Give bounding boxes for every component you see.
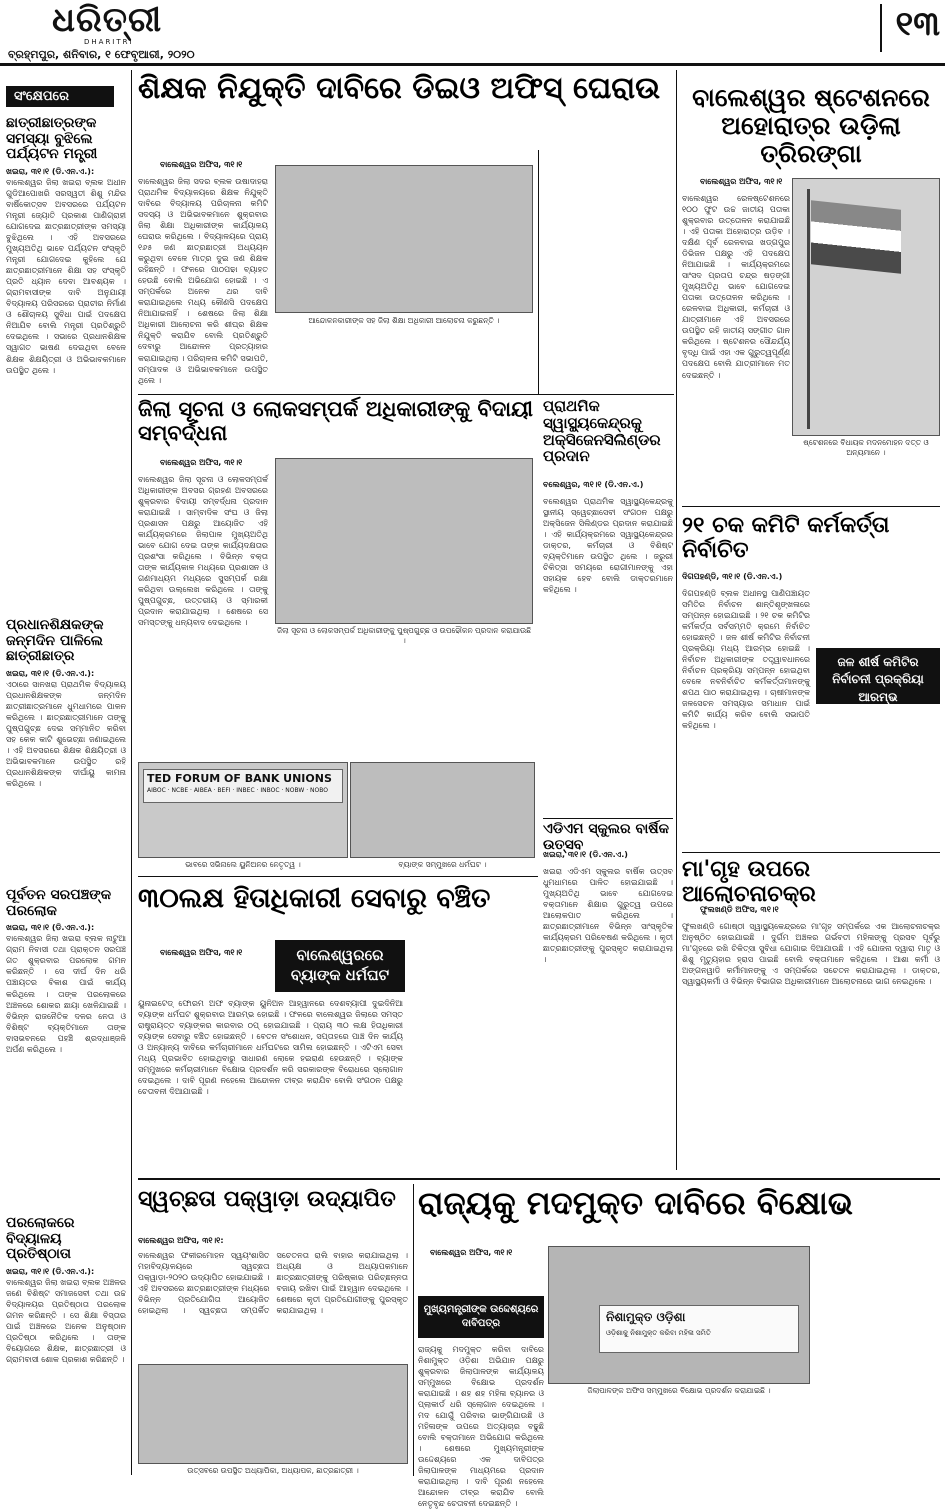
beneficiaries-story-byline: ବାଲେଶ୍ୱର ଅଫିସ, ୩୧।୧ bbox=[160, 948, 243, 957]
sidebar-divider bbox=[131, 70, 132, 1475]
beneficiaries-story-headline: ୩୦ଲକ୍ଷ ହିତାଧିକାରୀ ସେବାରୁ ବଞ୍ଚିତ bbox=[138, 883, 491, 914]
committee-kicker: ଜଳ ଶୀର୍ଷ କମିଟିର ନିର୍ବାଚନୀ ପ୍ରକ୍ରିୟା ଆରମ୍ଭ bbox=[816, 648, 940, 704]
health-story-byline: ବଲେଶ୍ୱର, ୩୧।୧ (ଡି.ଏନ.ଏ.) bbox=[543, 480, 644, 489]
teacher-story-body-right bbox=[543, 160, 673, 388]
sidebar-story bbox=[6, 116, 126, 611]
sidebar-story-headline: ପୂର୍ବତନ ସରପଞ୍ଚଙ୍କ ପରଲୋକ bbox=[6, 887, 112, 919]
swachhata-group-photo bbox=[138, 1364, 408, 1464]
committee-bottom-rule bbox=[682, 852, 940, 853]
right-section-divider bbox=[676, 70, 677, 1170]
farewell-story-body: ବାଲେଶ୍ୱର ଜିଲା ସୂଚନା ଓ ଲୋକସମ୍ପର୍କ ଅଧିକାରୀଙ୍କ ଅବସର ଗ୍ରହଣ ଅବସରରେ ଶୁକ୍ରବାର ବିଦାୟୀ ସମ୍ବର୍ଦ୍ଧନା ପ୍ରଦାନ କରାଯାଇଛି । ସାମ୍ବାଦିକ ସଂଘ ଓ ଜିଲା ପ୍ରଶାସନ ପକ୍ଷରୁ ଆୟୋଜିତ ଏହି କାର୍ଯ୍ୟକ୍ରମରେ ଜିଲାପାଳ ମୁଖ୍ୟଅତିଥି ଭାବେ ଯୋଗ ଦେଇ ତାଙ୍କ କାର୍ଯ୍ୟଦକ୍ଷତାର ପ୍ରଶଂସା କରିଥିଲେ । ବିଭିନ୍ନ ବକ୍ତା ତାଙ୍କ କାର୍ଯ୍ୟକାଳ ମଧ୍ୟରେ ପ୍ରଶାସନ ଓ ଗଣମାଧ୍ୟମ ମଧ୍ୟରେ ସୁସମ୍ପର୍କ ରକ୍ଷା କରିଥିବା ଉଲ୍ଲେଖ କରିଥିଲେ । ତାଙ୍କୁ ପୁଷ୍ପଗୁଚ୍ଛ, ଉତ୍ତରୀୟ ଓ ସ୍ମାରକୀ ପ୍ରଦାନ କରାଯାଇଥିଲା । ଶେଷରେ ସେ ସମସ୍ତଙ୍କୁ ଧନ୍ୟବାଦ ଦେଇଥିଲେ । bbox=[138, 475, 268, 628]
teacher-story-body: ବାଲେଶ୍ୱର ଜିଲା ସଦର ବ୍ଲକ ଉଷାଦାହରା ପ୍ରାଥମିକ ବିଦ୍ୟାଳୟରେ ଶିକ୍ଷକ ନିଯୁକ୍ତି ଦାବିରେ ବିଦ୍ୟାଳୟ ପରିଚାଳନା କମିଟି ସଦସ୍ୟ ଓ ଅଭିଭାବକମାନେ ଶୁକ୍ରବାର ଜିଲା ଶିକ୍ଷା ଅଧିକାରୀଙ୍କ କାର୍ଯ୍ୟାଳୟ ଘେରାଉ କରିଥିଲେ । ବିଦ୍ୟାଳୟରେ ପ୍ରାୟ ୧୬୫ ଜଣ ଛାତ୍ରଛାତ୍ରୀ ଅଧ୍ୟୟନ କରୁଥିବା ବେଳେ ମାତ୍ର ଦୁଇ ଜଣ ଶିକ୍ଷକ ରହିଛନ୍ତି । ଫଳରେ ପାଠପଢା ବ୍ୟାହତ ହେଉଛି ବୋଲି ଅଭିଯୋଗ ହୋଇଛି । ଏ ସମ୍ପର୍କରେ ଅନେକ ଥର ଦାବି କରାଯାଇଥିଲେ ମଧ୍ୟ କୌଣସି ପଦକ୍ଷେପ ନିଆଯାଇନାହିଁ । ଶେଷରେ ଜିଲା ଶିକ୍ଷା ଅଧିକାରୀ ଆଲୋଚନା କରି ଶୀଘ୍ର ଶିକ୍ଷକ ନିଯୁକ୍ତି କରାଯିବ ବୋଲି ପ୍ରତିଶ୍ରୁତି ଦେବାରୁ ଆନ୍ଦୋଳନ ପ୍ରତ୍ୟାହାର କରାଯାଇଥିଲା । ପରିଚାଳନା କମିଟି ସଭାପତି, ସମ୍ପାଦକ ଓ ଅଭିଭାବକମାନେ ଉପସ୍ଥିତ ଥିଲେ । bbox=[138, 177, 268, 385]
lower-section-rule bbox=[138, 1178, 940, 1180]
farewell-story-body-cont bbox=[275, 642, 533, 760]
sidebar-story bbox=[6, 1216, 126, 1476]
teacher-story-byline: ବାଲେଶ୍ୱର ଅଫିସ, ୩୧।୧ bbox=[160, 160, 243, 169]
teacher-protest-photo bbox=[275, 165, 533, 313]
committee-story-body-cont bbox=[816, 710, 940, 846]
sidebar-story-byline: ଖଇରା, ୩୧।୧ (ଡି.ଏନ.ଏ.): bbox=[6, 167, 95, 177]
annual-top-rule bbox=[543, 818, 673, 819]
liquor-story-headline: ରାଜ୍ୟକୁ ମଦମୁକ୍ତ ଦାବିରେ ବିକ୍ଷୋଭ bbox=[418, 1184, 853, 1222]
sidebar-story-byline: ଖଇରା, ୩୧।୧ (ଡି.ଏନ.ଏ.): bbox=[6, 1267, 95, 1277]
maagruha-story-byline: ଫୁଲଖଣ୍ଡି ଅଫିସ, ୩୧।୧ bbox=[700, 905, 779, 914]
farewell-story-headline: ଜିଲା ସୂଚନା ଓ ଲୋକସମ୍ପର୍କ ଅଧିକାରୀଙ୍କୁ ବିଦାୟୀ ସମ୍ବର୍ଦ୍ଧନା bbox=[138, 397, 533, 445]
sidebar-story bbox=[6, 618, 126, 880]
tricolour-bottom-rule bbox=[682, 506, 940, 507]
committee-story-body: ଦିଗପହଣ୍ଡି ବ୍ଲକ ଅଧୀନସ୍ଥ ପାଣିପଞ୍ଚାୟତ ସମିତିର ନିର୍ବାଚନ ଶାନ୍ତିଶୃଙ୍ଖଳାରେ ସମ୍ପନ୍ନ ହୋଇଯାଇଛି । ୨୧ ଚକ କମିଟିର କର୍ମକର୍ତ୍ତା ସର୍ବସମ୍ମତି କ୍ରମେ ନିର୍ବାଚିତ ହୋଇଛନ୍ତି । ଜଳ ଶୀର୍ଷ କମିଟିର ନିର୍ବାଚନୀ ପ୍ରକ୍ରିୟା ମଧ୍ୟ ଆରମ୍ଭ ହୋଇଛି । ନିର୍ବାଚନ ଅଧିକାରୀଙ୍କ ତତ୍ତ୍ୱାବଧାନରେ ନିର୍ବାଚନ ପ୍ରକ୍ରିୟା ସମ୍ପନ୍ନ ହୋଇଥିବା ବେଳେ ନବନିର୍ବାଚିତ କର୍ମକର୍ତ୍ତାମାନଙ୍କୁ ଶପଥ ପାଠ କରାଯାଇଥିଲା । ଚାଷୀମାନଙ୍କ ଜଳସେଚନ ସମସ୍ୟାର ସମାଧାନ ପାଇଁ କମିଟି କାର୍ଯ୍ୟ କରିବ ବୋଲି ସଭାପତି କହିଥିଲେ । bbox=[682, 589, 810, 731]
committee-story-headline: ୨୧ ଚକ କମିଟି କର୍ମକର୍ତ୍ତା ନିର୍ବାଚିତ bbox=[682, 513, 890, 563]
liquor-banner bbox=[599, 1305, 799, 1353]
masthead bbox=[0, 0, 945, 62]
liquor-story-byline: ବାଲେଶ୍ୱର ଅଫିସ, ୩୧।୧ bbox=[430, 1248, 513, 1257]
sidebar-story-headline: ପରଲୋକରେ ବିଦ୍ୟାଳୟ ପ୍ରତିଷ୍ଠାତା bbox=[6, 1215, 75, 1263]
sidebar-story-byline: ଖଇରା, ୩୧।୧ (ଡି.ଏନ.ଏ.): bbox=[6, 923, 95, 933]
liquor-protest-photo bbox=[548, 1246, 810, 1384]
bank-union-banner-photo bbox=[138, 762, 348, 858]
top-column-divider bbox=[538, 150, 539, 395]
teacher-story-headline: ଶିକ୍ଷକ ନିଯୁକ୍ତି ଦାବିରେ ଡିଇଓ ଅଫିସ୍ ଘେରାଉ bbox=[138, 71, 661, 106]
tricolour-flag-photo bbox=[792, 178, 940, 436]
newspaper-logo: ଧରିତ୍ରୀ bbox=[52, 0, 163, 40]
tricolour-story-body-cont bbox=[792, 454, 940, 498]
sidebar-section-title: ସଂକ୍ଷେପରେ bbox=[6, 86, 114, 107]
tricolour-photo-caption: ଷ୍ଟେଶନରେ ବିଧାୟକ ମଦନମୋହନ ଦତ୍ତ ଓ ଅନ୍ୟମାନେ । bbox=[803, 438, 929, 457]
sidebar-story-body: ଏଠାରେ ସାନଖରା ପ୍ରାଥମିକ ବିଦ୍ୟାଳୟ ପ୍ରଧାନଶିକ୍ଷକଙ୍କ ଜନ୍ମଦିନ ଛାତ୍ରୀଛାତ୍ରମାନେ ଧୁମଧାମରେ ପାଳନ କରିଥିଲେ । ଛାତ୍ରଛାତ୍ରୀମାନେ ତାଙ୍କୁ ପୁଷ୍ପଗୁଚ୍ଛ ଦେଇ ସମ୍ମାନିତ କରିବା ସହ କେକ କାଟି ଶୁଭେଚ୍ଛା ଜଣାଇଥିଲେ । ଏହି ଅବସରରେ ଶିକ୍ଷକ ଶିକ୍ଷୟିତ୍ରୀ ଓ ଅଭିଭାବକମାନେ ଉପସ୍ଥିତ ରହି ପ୍ରଧାନଶିକ୍ଷକଙ୍କ ଦୀର୍ଘାୟୁ କାମନା କରିଥିଲେ । bbox=[6, 680, 126, 789]
liquor-photo-caption: ଜିଲାପାଳଙ୍କ ଅଫିସ ସମ୍ମୁଖରେ ବିକ୍ଷୋଭ ପ୍ରଦର୍ଶନ କରାଯାଇଛି । bbox=[587, 1386, 771, 1395]
bank-photo-caption-left: ଭାବରେ ସଭିନାଲେ ୟୁନିଅନର ନେତୃତ୍ୱ । bbox=[185, 860, 301, 869]
maagruha-story-headline: ମା'ଗୃହ ଉପରେ ଆଲୋଚନାଚକ୍ର bbox=[682, 857, 816, 907]
maagruha-story-body: ଫୁଲଖଣ୍ଡି ଗୋଷ୍ଠୀ ସ୍ୱାସ୍ଥ୍ୟକେନ୍ଦ୍ରରେ ମା'ଗୃହ ସମ୍ପର୍କରେ ଏକ ଆଲୋଚନାଚକ୍ର ଅନୁଷ୍ଠିତ ହୋଇଯାଇଛି । ଦୁର୍ଗମ ଅଞ୍ଚଳର ଗର୍ଭବତୀ ମହିଳାଙ୍କୁ ପ୍ରସବ ପୂର୍ବରୁ ମା'ଗୃହରେ ରଖି ଚିକିତ୍ସା ସୁବିଧା ଯୋଗାଇ ଦିଆଯାଉଛି । ଏହି ଯୋଜନା ଦ୍ୱାରା ମାତୃ ଓ ଶିଶୁ ମୃତ୍ୟୁହାର ହ୍ରାସ ପାଇଛି ବୋଲି ବକ୍ତାମାନେ କହିଥିଲେ । ଆଶା କର୍ମୀ ଓ ଅଙ୍ଗନୱାଡି କର୍ମୀମାନଙ୍କୁ ଏ ସମ୍ପର୍କରେ ସଚେତନ କରାଯାଇଥିଲା । ଡାକ୍ତର, ସ୍ୱାସ୍ଥ୍ୟକର୍ମୀ ଓ ବିଭିନ୍ନ ବିଭାଗର ଅଧିକାରୀମାନେ ଆଲୋଚନାରେ ଭାଗ ନେଇଥିଲେ । bbox=[682, 922, 940, 987]
sidebar-story-body: ବାଲେଶ୍ୱର ଜିଲା ଖଇରା ବ୍ଲକ ନାଟୁଆ ଗ୍ରାମ ନିବାସୀ ତଥା ପ୍ରାକ୍ତନ ସରପଞ୍ଚ ଗତ ଶୁକ୍ରବାର ପରଲୋକ ଗମନ କରିଛନ୍ତି । ସେ ଦୀର୍ଘ ଦିନ ଧରି ପଞ୍ଚାୟତର ବିକାଶ ପାଇଁ କାର୍ଯ୍ୟ କରିଥିଲେ । ତାଙ୍କ ପରଲୋକରେ ଅଞ୍ଚଳରେ ଶୋକର ଛାୟା ଖେଳିଯାଇଛି । ବିଭିନ୍ନ ରାଜନୈତିକ ଦଳର ନେତା ଓ ବିଶିଷ୍ଟ ବ୍ୟକ୍ତିମାନେ ତାଙ୍କ ବାସଭବନରେ ପହଞ୍ଚି ଶ୍ରଦ୍ଧାଞ୍ଜଳି ଅର୍ପଣ କରିଥିଲେ । bbox=[6, 934, 126, 1054]
page-number: ୧୩ bbox=[895, 4, 940, 44]
sidebar-story-headline: ପ୍ରଧାନଶିକ୍ଷକଙ୍କ ଜନ୍ମଦିନ ପାଳିଲେ ଛାତ୍ରୀଛାତ୍ର bbox=[6, 617, 104, 665]
committee-story-byline: ଦିଗପହଣ୍ଡି, ୩୧।୧ (ଡି.ଏନ.ଏ.) bbox=[682, 572, 783, 581]
beneficiaries-top-rule bbox=[138, 876, 538, 877]
swachhata-photo-caption: ଉତ୍ସବରେ ଉପସ୍ଥିତ ଅଧ୍ୟାପିକା, ଅଧ୍ୟାପକ, ଛାତ୍ରଛାତ୍ରୀ । bbox=[187, 1466, 359, 1475]
sidebar-story-body: ବାଲେଶ୍ୱର ଜିଲା ଖଇରା ବ୍ଲକ ଅଞ୍ଚଳର ଜଣେ ବିଶିଷ୍ଟ ସମାଜସେବୀ ତଥା ଉଚ୍ଚ ବିଦ୍ୟାଳୟର ପ୍ରତିଷ୍ଠାତା ପରଲୋକ ଗମନ କରିଛନ୍ତି । ସେ ଶିକ୍ଷା ବିସ୍ତାର ପାଇଁ ଅଞ୍ଚଳରେ ଅନେକ ଅନୁଷ୍ଠାନ ପ୍ରତିଷ୍ଠା କରିଥିଲେ । ତାଙ୍କ ବିୟୋଗରେ ଶିକ୍ଷକ, ଛାତ୍ରଛାତ୍ରୀ ଓ ଗ୍ରାମବାସୀ ଶୋକ ପ୍ରକାଶ କରିଛନ୍ତି । bbox=[6, 1278, 126, 1365]
flag-icon bbox=[811, 200, 901, 273]
swachhata-story-headline: ସ୍ୱଚ୍ଛତା ପକ୍ୱାଡ଼ା ଉଦ୍ୟାପିତ bbox=[138, 1187, 396, 1212]
farewell-photo bbox=[275, 458, 533, 624]
dateline: ବ୍ରହ୍ମପୁର, ଶନିବାର, ୧ ଫେବୃଆରୀ, ୨୦୨୦ bbox=[8, 48, 195, 61]
swachhata-story-body: ବାଲେଶ୍ୱର ଫକୀରମୋହନ ସ୍ୱୟଂଶାସିତ ମହାବିଦ୍ୟାଳୟରେ ସ୍ୱଚ୍ଛତା ପକ୍ୱାଡ଼ା-୨୦୨୦ ଉଦ୍ୟାପିତ ହୋଇଯାଇଛି । ଏହି ଅବସରରେ ଛାତ୍ରଛାତ୍ରୀଙ୍କ ମଧ୍ୟରେ ବିଭିନ୍ନ ପ୍ରତିଯୋଗିତା ଆୟୋଜିତ ହୋଇଥିଲା । ସ୍ୱଚ୍ଛତା ସମ୍ପର୍କିତ ସଚେତନତା ରାଲି ବାହାର କରାଯାଇଥିଲା । ଅଧ୍ୟକ୍ଷ ଓ ଅଧ୍ୟାପକମାନେ ଛାତ୍ରଛାତ୍ରୀଙ୍କୁ ପରିଷ୍କାର ପରିଚ୍ଛନ୍ନତା ବଜାୟ ରଖିବା ପାଇଁ ଆହ୍ୱାନ ଦେଇଥିଲେ । ଶେଷରେ କୃତୀ ପ୍ରତିଯୋଗୀଙ୍କୁ ପୁରସ୍କୃତ କରାଯାଇଥିଲା । bbox=[138, 1251, 408, 1316]
sidebar-story-body: ବାଲେଶ୍ୱର ଜିଲା ଖଇରା ବ୍ଲକ ଅଧୀନ ଗୁଡିଆପୋଖରି ସରସ୍ୱତୀ ଶିଶୁ ମନ୍ଦିର ବାର୍ଷିକୋତ୍ସବ ଅବସରରେ ପର୍ଯ୍ୟଟନ ମନ୍ତ୍ରୀ ଜ୍ୟୋତି ପ୍ରକାଶ ପାଣିଗ୍ରାହୀ ଯୋଗଦେଇ ଛାତ୍ରଛାତ୍ରୀଙ୍କ ସମସ୍ୟା ବୁଝିଥିଲେ । ଏହି ଅବସରରେ ମୁଖ୍ୟଅତିଥି ଭାବେ ପର୍ଯ୍ୟଟନ ସଂସ୍କୃତି ମନ୍ତ୍ରୀ ଯୋଗଦେଇ କୁହିଲେ ଯେ ଛାତ୍ରଛାତ୍ରୀମାନେ ଶିକ୍ଷା ସହ ସଂସ୍କୃତି ପ୍ରତି ଧ୍ୟାନ ଦେବା ଆବଶ୍ୟକ । ଗ୍ରାମବାସୀଙ୍କ ଦାବି ଅନୁଯାୟୀ ବିଦ୍ୟାଳୟ ପରିସରରେ ପ୍ରାଚୀର ନିର୍ମାଣ ଓ ଶୌଚାଳୟ ସୁବିଧା ପାଇଁ ପଦକ୍ଷେପ ନିଆଯିବ ବୋଲି ମନ୍ତ୍ରୀ ପ୍ରତିଶ୍ରୁତି ଦେଇଥିଲେ । ସଭାରେ ପ୍ରଧାନଶିକ୍ଷକ ସ୍ୱାଗତ ଭାଷଣ ଦେଇଥିବା ବେଳେ ଶିକ୍ଷକ ଶିକ୍ଷୟିତ୍ରୀ ଓ ଅଭିଭାବକମାନେ ଉପସ୍ଥିତ ଥିଲେ । bbox=[6, 178, 126, 375]
beneficiaries-story-body: ୟୁନାଇଟେଡ୍ ଫୋରମ ଅଫ ବ୍ୟାଙ୍କ ୟୁନିଅନ ଆହ୍ୱାନରେ ଦେଶବ୍ୟାପୀ ଦୁଇଦିନିଆ ବ୍ୟାଙ୍କ ଧର୍ମଘଟ ଶୁକ୍ରବାର ଆରମ୍ଭ ହୋଇଛି । ଫଳରେ ବାଲେଶ୍ୱର ଜିଲାରେ ସମସ୍ତ ରାଷ୍ଟ୍ରାୟତ୍ତ ବ୍ୟାଙ୍କର କାରବାର ଠପ୍ ହୋଇଯାଇଛି । ପ୍ରାୟ ୩୦ ଲକ୍ଷ ହିତାଧିକାରୀ ବ୍ୟାଙ୍କ ସେବାରୁ ବଞ୍ଚିତ ହୋଇଛନ୍ତି । ବେତନ ସଂଶୋଧନ, ସପ୍ତାହରେ ପାଞ୍ଚ ଦିନ କାର୍ଯ୍ୟ ଓ ଅନ୍ୟାନ୍ୟ ଦାବିରେ କର୍ମଚାରୀମାନେ ଧର୍ମଘଟରେ ସାମିଲ ହୋଇଛନ୍ତି । ଏଟିଏମ ସେବା ମଧ୍ୟ ପ୍ରଭାବିତ ହୋଇଥିବାରୁ ସାଧାରଣ ଲୋକେ ହଇରାଣ ହେଉଛନ୍ତି । ବ୍ୟାଙ୍କ ସମ୍ମୁଖରେ କର୍ମଚାରୀମାନେ ବିକ୍ଷୋଭ ପ୍ରଦର୍ଶନ କରି ସରକାରଙ୍କ ବିରୋଧରେ ସ୍ଲୋଗାନ ଦେଇଥିଲେ । ଦାବି ପୂରଣ ନହେଲେ ଆନ୍ଦୋଳନ ତୀବ୍ର କରାଯିବ ବୋଲି ସଂଗଠନ ପକ୍ଷରୁ ଚେତାବନୀ ଦିଆଯାଇଛି । bbox=[138, 999, 403, 1097]
sidebar bbox=[6, 86, 126, 1476]
sidebar-story-byline: ଖଇରା, ୩୧।୧ (ଡି.ଏନ.ଏ.): bbox=[6, 669, 95, 679]
bank-union-banner-sub: AIBOC · NCBE · AIBEA · BEFI · INBEC · INBOC · NOBW · NOBO bbox=[147, 787, 328, 794]
sidebar-story bbox=[6, 888, 126, 1208]
bank-strike-kicker: ବାଲେଶ୍ୱରରେ ବ୍ୟାଙ୍କ ଧର୍ମଘଟ bbox=[275, 940, 405, 992]
tricolour-story-body: ବାଲେଶ୍ୱର ରେଳଷ୍ଟେଶନରେ ୧୦୦ ଫୁଟ ଉଚ୍ଚ ଜାତୀୟ ପତାକା ଶୁକ୍ରବାର ଉତ୍ତୋଳନ କରାଯାଇଛି । ଏହି ପତାକା ଅହୋରାତ୍ର ଉଡ଼ିବ । ଦକ୍ଷିଣ ପୂର୍ବ ରେଳବାଇ ଖଡ୍ଗପୁର ଡିଭିଜନ ପକ୍ଷରୁ ଏହି ପଦକ୍ଷେପ ନିଆଯାଇଛି । କାର୍ଯ୍ୟକ୍ରମରେ ସାଂସଦ ପ୍ରତାପ ଚନ୍ଦ୍ର ଷଡ଼ଙ୍ଗୀ ମୁଖ୍ୟଅତିଥି ଭାବେ ଯୋଗଦେଇ ପତାକା ଉତ୍ତୋଳନ କରିଥିଲେ । ରେଳବାଇ ଅଧିକାରୀ, କର୍ମଚାରୀ ଓ ଯାତ୍ରୀମାନେ ଏହି ଅବସରରେ ଉପସ୍ଥିତ ରହି ଜାତୀୟ ସଙ୍ଗୀତ ଗାନ କରିଥିଲେ । ଷ୍ଟେଶନର ସୌନ୍ଦର୍ଯ୍ୟ ବୃଦ୍ଧି ପାଇଁ ଏହା ଏକ ଗୁରୁତ୍ୱପୂର୍ଣ୍ଣ ପଦକ୍ଷେପ ବୋଲି ଯାତ୍ରୀମାନେ ମତ ଦେଇଛନ୍ତି । bbox=[682, 194, 790, 380]
liquor-story-body: ରାଜ୍ୟକୁ ମଦମୁକ୍ତ କରିବା ଦାବିରେ ନିଶାମୁକ୍ତ ଓଡ଼ିଶା ଅଭିଯାନ ପକ୍ଷରୁ ଶୁକ୍ରବାର ଜିଲାପାଳଙ୍କ କାର୍ଯ୍ୟାଳୟ ସମ୍ମୁଖରେ ବିକ୍ଷୋଭ ପ୍ରଦର୍ଶନ କରାଯାଇଛି । ଶହ ଶହ ମହିଳା ବ୍ୟାନର ଓ ପ୍ଲାକାର୍ଡ ଧରି ସ୍ଲୋଗାନ ଦେଇଥିଲେ । ମଦ ଯୋଗୁଁ ପରିବାର ଭାଙ୍ଗିଯାଉଛି ଓ ମହିଳାଙ୍କ ଉପରେ ଅତ୍ୟାଚାର ବଢୁଛି ବୋଲି ବକ୍ତାମାନେ ଅଭିଯୋଗ କରିଥିଲେ । ଶେଷରେ ମୁଖ୍ୟମନ୍ତ୍ରୀଙ୍କ ଉଦ୍ଦେଶ୍ୟରେ ଏକ ଦାବିପତ୍ର ଜିଲାପାଳଙ୍କ ମାଧ୍ୟମରେ ପ୍ରଦାନ କରାଯାଇଥିଲା । ଦାବି ପୂରଣ ନହେଲେ ଆନ୍ଦୋଳନ ତୀବ୍ର କରାଯିବ ବୋଲି ନେତୃବୃନ୍ଦ ଚେତାବନୀ ଦେଇଛନ୍ତି । bbox=[418, 1345, 544, 1509]
bank-strike-photo bbox=[350, 762, 535, 858]
flagpole-icon bbox=[807, 189, 810, 429]
teacher-photo-caption: ଆନ୍ଦୋଳନକାରୀଙ୍କ ସହ ଜିଲା ଶିକ୍ଷା ଅଧିକାରୀ ଆଲୋଚନା କରୁଛନ୍ତି । bbox=[308, 316, 500, 325]
liquor-banner-sub: ଓଡ଼ିଶାକୁ ନିଶାମୁକ୍ତ କରିବା ମହିଳା ସମିତି bbox=[606, 1329, 711, 1337]
farewell-photo-caption: ଜିଲା ସୂଚନା ଓ ଲୋକସମ୍ପର୍କ ଅଧିକାରୀଙ୍କୁ ପୁଷ୍ପଗୁଚ୍ଛ ଓ ଉପଢୌକନ ପ୍ରଦାନ କରାଯାଉଛି । bbox=[276, 626, 532, 645]
teacher-story-body-cont bbox=[275, 332, 533, 388]
bank-photo-caption-right: ବ୍ୟାଙ୍କ ସମ୍ମୁଖରେ ଧର୍ମଘଟ । bbox=[398, 860, 487, 869]
farewell-story-byline: ବାଲେଶ୍ୱର ଅଫିସ, ୩୧।୧ bbox=[160, 458, 243, 467]
liquor-story-body-right bbox=[816, 1246, 940, 1476]
pageno-divider bbox=[880, 4, 882, 52]
swachhata-story-byline: ବାଲେଶ୍ୱର ଅଫିସ, ୩୧।୧: bbox=[138, 1236, 224, 1245]
health-story-body: ବଲେଶ୍ୱର ପ୍ରାଥମିକ ସ୍ୱାସ୍ଥ୍ୟକେନ୍ଦ୍ରକୁ ସ୍ଥାନୀୟ ସ୍ୱେଚ୍ଛାସେବୀ ସଂଗଠନ ପକ୍ଷରୁ ଅକ୍ସିଜେନ ସିଲିଣ୍ଡର ପ୍ରଦାନ କରାଯାଇଛି । ଏହି କାର୍ଯ୍ୟକ୍ରମରେ ସ୍ୱାସ୍ଥ୍ୟକେନ୍ଦ୍ରର ଡାକ୍ତର, କର୍ମଚାରୀ ଓ ବିଶିଷ୍ଟ ବ୍ୟକ୍ତିମାନେ ଉପସ୍ଥିତ ଥିଲେ । ଜରୁରୀ ଚିକିତ୍ସା ସମୟରେ ରୋଗୀମାନଙ୍କୁ ଏହା ସହାୟକ ହେବ ବୋଲି ଡାକ୍ତରମାନେ କହିଥିଲେ । bbox=[543, 497, 673, 595]
liquor-kicker: ମୁଖ୍ୟମନ୍ତ୍ରୀଙ୍କ ଉଦ୍ଦେଶ୍ୟରେ ଦାବିପତ୍ର bbox=[418, 1296, 544, 1338]
bank-union-banner-text: TED FORUM OF BANK UNIONS bbox=[147, 772, 332, 785]
liquor-banner-text: ନିଶାମୁକ୍ତ ଓଡ଼ିଶା bbox=[606, 1310, 686, 1324]
sidebar-story-headline: ଛାତ୍ରୀଛାତ୍ରଙ୍କ ସମସ୍ୟା ବୁଝିଲେ ପର୍ଯ୍ୟଟନ ମନ୍ତ୍ରୀ bbox=[6, 115, 98, 163]
beneficiaries-story-body-cont bbox=[410, 940, 538, 1176]
tricolour-story-byline: ବାଲେଶ୍ୱର ଅଫିସ, ୩୧।୧ bbox=[700, 177, 783, 186]
annual-story-body: ଖଇରା ଏଡିଏମ ସ୍କୁଲର ବାର୍ଷିକ ଉତ୍ସବ ଧୁମଧାମରେ ପାଳିତ ହୋଇଯାଇଛି । ମୁଖ୍ୟଅତିଥି ଭାବେ ଯୋଗଦେଇ ବକ୍ତାମାନେ ଶିକ୍ଷାର ଗୁରୁତ୍ୱ ଉପରେ ଆଲୋକପାତ କରିଥିଲେ । ଛାତ୍ରଛାତ୍ରୀମାନେ ବିଭିନ୍ନ ସାଂସ୍କୃତିକ କାର୍ଯ୍ୟକ୍ରମ ପରିବେଷଣ କରିଥିଲେ । କୃତୀ ଛାତ୍ରଛାତ୍ରୀଙ୍କୁ ପୁରସ୍କୃତ କରାଯାଇଥିଲା । bbox=[543, 867, 673, 965]
annual-story-headline: ଏଡିଏମ ସ୍କୁଲର ବାର୍ଷିକ ଉତ୍ସବ bbox=[543, 821, 669, 853]
annual-story-byline: ଖଇରା, ୩୧।୧ (ଡି.ଏନ.ଏ.) bbox=[543, 850, 628, 859]
lower-column-divider bbox=[413, 1184, 414, 1476]
masthead-rule bbox=[0, 63, 945, 66]
health-story-headline: ପ୍ରାଥମିକ ସ୍ୱାସ୍ଥ୍ୟକେନ୍ଦ୍ରକୁ ଅକ୍ସିଜେନସିଲିଣ୍ଡର ପ୍ରଦାନ bbox=[543, 397, 661, 466]
tricolour-story-headline: ବାଲେଶ୍ୱର ଷ୍ଟେଶନରେ ଅହୋରାତ୍ର ଉଡ଼ିଲା ତ୍ରିରଙ୍ଗା bbox=[692, 83, 930, 168]
bank-union-banner bbox=[143, 769, 343, 803]
farewell-top-rule bbox=[138, 394, 674, 395]
newspaper-logo-sub: DHARITRI bbox=[84, 38, 134, 46]
liquor-story-body-cont bbox=[548, 1402, 810, 1476]
